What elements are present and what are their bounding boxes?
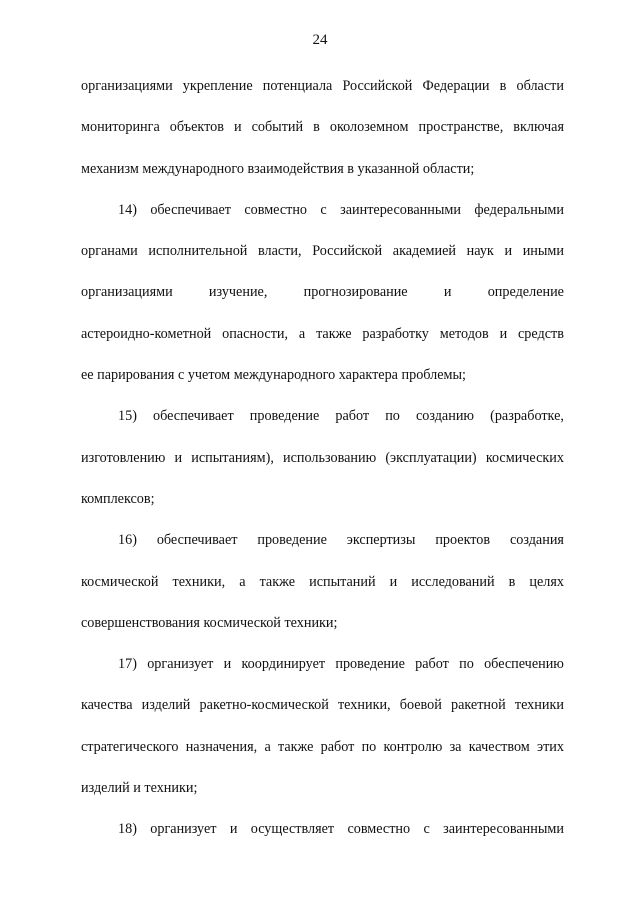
text-line: организациями укрепление потенциала Российской Федерации в области: [81, 78, 564, 94]
paragraph-p-18: [81, 809, 564, 850]
paragraph-p-15: [81, 396, 564, 520]
text-line: стратегического назначения, а также работ по контролю за качеством этих: [81, 738, 564, 755]
text-line: изготовлению и испытаниям), использованию (эксплуатации) космических: [81, 449, 564, 466]
text-line: изделий и техники;: [81, 780, 198, 797]
paragraph-p-14: [81, 190, 564, 396]
paragraph-p-cont: [81, 66, 564, 190]
text-line: ее парирования с учетом международного характера проблемы;: [81, 367, 466, 384]
text-line: 17) организует и координирует проведение работ по обеспечению: [118, 656, 564, 673]
paragraph-p-17: [81, 644, 564, 809]
text-line: качества изделий ракетно-космической техники, боевой ракетной техники: [81, 697, 564, 714]
text-line: совершенствования космической техники;: [81, 614, 338, 631]
text-line: механизм международного взаимодействия в указанной области;: [81, 160, 475, 177]
text-line: космической техники, а также испытаний и исследований в целях: [81, 573, 564, 590]
text-line: мониторинга объектов и событий в околоземном пространстве, включая: [81, 119, 564, 136]
text-line: 18) организует и осуществляет совместно с заинтересованными: [118, 821, 564, 838]
document-body: [81, 66, 564, 851]
paragraph-p-16: [81, 520, 564, 644]
text-line: 15) обеспечивает проведение работ по созданию (разработке,: [118, 408, 564, 425]
text-line: органами исполнительной власти, Российской академией наук и иными: [81, 243, 564, 260]
page-number: 24: [312, 32, 328, 48]
text-line: комплексов;: [81, 490, 155, 507]
text-line: организациями изучение, прогнозирование и определение: [81, 284, 564, 301]
text-line: 16) обеспечивает проведение экспертизы проектов создания: [118, 532, 564, 549]
text-line: астероидно-кометной опасности, а также разработку методов и средств: [81, 325, 564, 342]
text-line: 14) обеспечивает совместно с заинтересованными федеральными: [118, 201, 564, 218]
